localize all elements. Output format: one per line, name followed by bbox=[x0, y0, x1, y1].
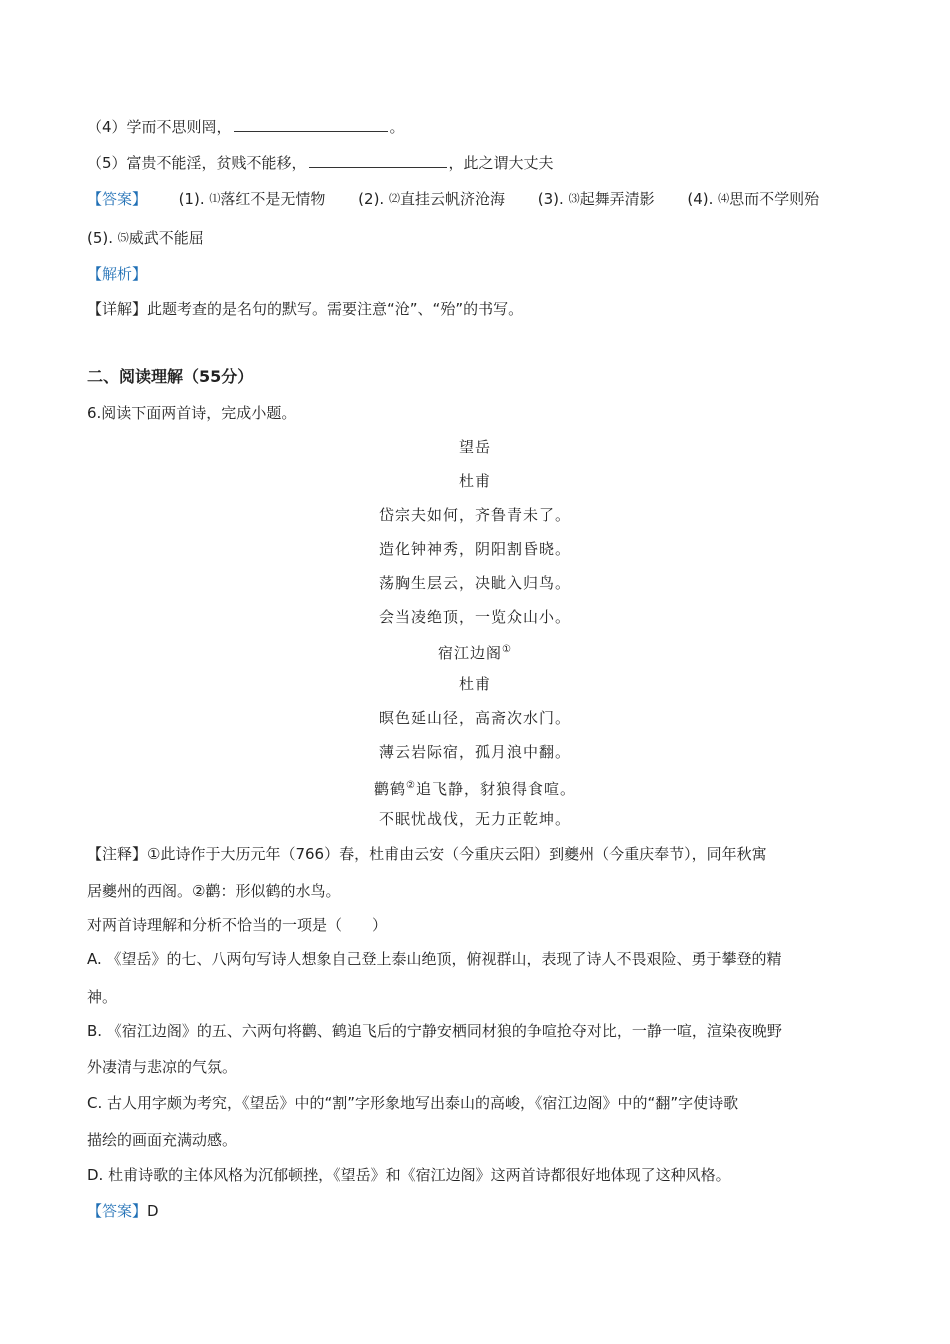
poem2-line-1: 暝色延山径，高斋次水门。 bbox=[378, 709, 571, 727]
poem2-line-3: 鹳鹤②追飞静，豺狼得食喧。 bbox=[374, 780, 576, 798]
poem1-line-4: 会当凌绝顶，一览众山小。 bbox=[378, 608, 571, 626]
option-b-line-1: B. 《宿江边阁》的五、六两句将鹳、鹤追飞后的宁静安栖同材狼的争喧抢夺对比，一静一喧，渲染夜晚野 bbox=[87, 1022, 782, 1040]
option-c-line-1: C. 古人用字颇为考究，《望岳》中的“割”字形象地写出泰山的高峻，《宿江边阁》中的“翻”字使诗歌 bbox=[87, 1094, 739, 1112]
answer1-item-5: (5). ⑸威武不能屈 bbox=[87, 229, 204, 247]
q5-blank bbox=[309, 153, 447, 168]
poem2-line3-mark: ② bbox=[406, 780, 416, 791]
note-line-2: 居夔州的西阁。②鹳：形似鹤的水鸟。 bbox=[87, 882, 341, 900]
analysis-tag: 【解析】 bbox=[87, 265, 148, 283]
option-a-line-2: 神。 bbox=[87, 988, 118, 1006]
note-line-1: 【注释】①此诗作于大历元年（766）春，杜甫由云安（今重庆云阳）到夔州（今重庆奉节），同年秋寓 bbox=[87, 845, 767, 863]
detail-text: 【详解】此题考查的是名句的默写。需要注意“沧”、“殆”的书写。 bbox=[87, 300, 524, 318]
poem2-title: 宿江边阁① bbox=[438, 644, 512, 662]
answer2-value: D bbox=[147, 1202, 159, 1220]
poem1-line-1: 岱宗夫如何，齐鲁青未了。 bbox=[378, 506, 571, 524]
poem1-title: 望岳 bbox=[458, 438, 491, 456]
poem2-author: 杜甫 bbox=[458, 675, 491, 693]
poem1-line-2: 造化钟神秀，阴阳割昏晓。 bbox=[378, 540, 571, 558]
option-d-line-1: D. 杜甫诗歌的主体风格为沉郁顿挫，《望岳》和《宿江边阁》这两首诗都很好地体现了这种风格。 bbox=[87, 1166, 731, 1184]
question-stem: 对两首诗理解和分析不恰当的一项是（ ） bbox=[87, 916, 388, 934]
q4-blank bbox=[234, 117, 388, 132]
answer1-item-4: (4). ⑷思而不学则殆 bbox=[687, 190, 820, 208]
poem1-author: 杜甫 bbox=[458, 472, 491, 490]
option-b-line-2: 外凄清与悲凉的气氛。 bbox=[87, 1058, 238, 1076]
answer1-row2 bbox=[87, 228, 204, 248]
poem2-title-mark: ① bbox=[502, 644, 512, 655]
answer1-row1 bbox=[87, 189, 819, 209]
answer2-row bbox=[87, 1201, 159, 1221]
fill-blank-q5 bbox=[87, 153, 554, 173]
section-heading: 二、阅读理解（55分） bbox=[87, 367, 254, 386]
answer1-item-1: (1). ⑴落红不是无情物 bbox=[178, 190, 326, 208]
option-a-line-1: A. 《望岳》的七、八两句写诗人想象自己登上泰山绝顶，俯视群山，表现了诗人不畏艰险、勇于攀登的精 bbox=[87, 950, 782, 968]
fill-blank-q4 bbox=[87, 117, 405, 137]
q5-prefix: （5）富贵不能淫，贫贱不能移， bbox=[87, 154, 307, 172]
q4-suffix: 。 bbox=[389, 118, 405, 136]
poem2-line-2: 薄云岩际宿，孤月浪中翻。 bbox=[378, 743, 571, 761]
answer2-tag: 【答案】 bbox=[87, 1202, 148, 1220]
poem2-line-4: 不眠忧战伐，无力正乾坤。 bbox=[378, 810, 571, 828]
q4-prefix: （4）学而不思则罔， bbox=[87, 118, 232, 136]
poem1-line-3: 荡胸生层云，决眦入归鸟。 bbox=[378, 574, 571, 592]
option-c-line-2: 描绘的画面充满动感。 bbox=[87, 1131, 238, 1149]
answer1-item-3: (3). ⑶起舞弄清影 bbox=[537, 190, 655, 208]
answer1-tag: 【答案】 bbox=[87, 190, 148, 208]
answer1-item-2: (2). ⑵直挂云帆济沧海 bbox=[358, 190, 505, 208]
q6-intro: 6.阅读下面两首诗，完成小题。 bbox=[87, 404, 297, 422]
q5-suffix: ，此之谓大丈夫 bbox=[448, 154, 554, 172]
